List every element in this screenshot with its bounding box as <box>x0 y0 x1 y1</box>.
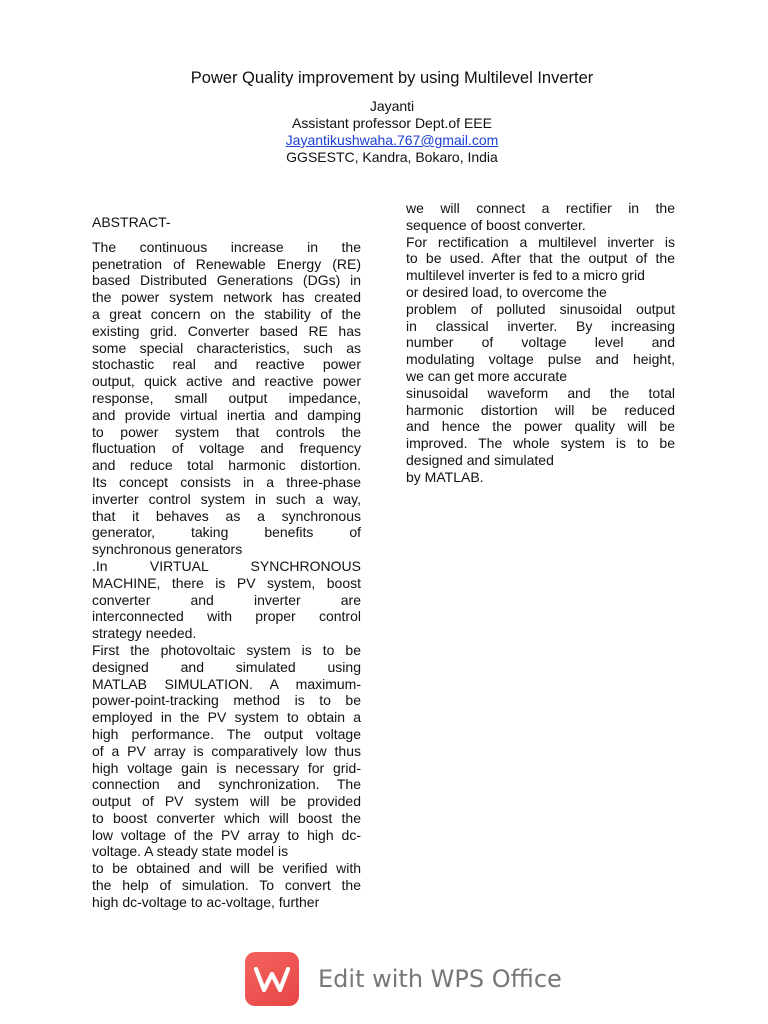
left-column-text-line: MACHINE, there is PV system, boost <box>92 574 361 591</box>
left-column-text-line: the help of simulation. To convert the <box>92 877 361 894</box>
left-column-text-line: strategy needed. <box>92 625 197 642</box>
right-column-text-line: number of voltage level and <box>406 334 675 351</box>
left-column-text-line: penetration of Renewable Energy (RE) <box>92 255 361 272</box>
wps-w-icon[interactable] <box>245 952 299 1006</box>
right-column <box>406 200 675 486</box>
left-column-text-line: and reduce total harmonic distortion. <box>92 457 361 474</box>
right-column-text-line: and hence the power quality will be <box>406 418 675 435</box>
abstract-body-left <box>92 239 361 911</box>
left-column-text-line: interconnected with proper control <box>92 608 361 625</box>
author-block <box>0 98 768 166</box>
right-column-text-line: multilevel inverter is fed to a micro grid <box>406 267 645 284</box>
left-column-text-line: stochastic real and reactive power <box>92 356 361 373</box>
left-column-text-line: the power system network has created <box>92 289 361 306</box>
right-column-text-line: improved. The whole system is to be <box>406 435 675 452</box>
left-column-text-line: employed in the PV system to obtain a <box>92 709 361 726</box>
wps-edit-banner[interactable] <box>245 952 562 1006</box>
right-column-text-line: to be used. After that the output of the <box>406 250 675 267</box>
right-column-text-line: or desired load, to overcome the <box>406 283 607 300</box>
wps-edit-label[interactable]: Edit with WPS Office <box>318 965 562 993</box>
author-name: Jayanti <box>369 98 415 114</box>
left-column-text-line: generator, taking benefits of <box>92 524 361 541</box>
right-column-text-line: harmonic distortion will be reduced <box>406 401 675 418</box>
author-institution: GGSESTC, Kandra, Bokaro, India <box>286 149 498 165</box>
left-column-text-line: First the photovoltaic system is to be <box>92 641 361 658</box>
right-column-text-line: designed and simulated <box>406 451 554 468</box>
left-column-text-line: Its concept consists in a three-phase <box>92 473 361 490</box>
left-column-text-line: output, quick active and reactive power <box>92 373 361 390</box>
left-column-text-line: voltage. A steady state model is <box>92 843 289 860</box>
right-column-text-line: modulating voltage pulse and height, <box>406 351 675 368</box>
right-column-text-line: For rectification a multilevel inverter is <box>406 233 675 250</box>
right-column-text-line: we will connect a rectifier in the <box>406 200 675 216</box>
paper-title: Power Quality improvement by using Multilevel Inverter <box>190 69 594 87</box>
author-email-link[interactable]: Jayantikushwaha.767@gmail.com <box>285 132 499 148</box>
left-column-text-line: high performance. The output voltage <box>92 725 361 742</box>
left-column-text-line: high dc-voltage to ac-voltage, further <box>92 893 320 910</box>
left-column-text-line: existing grid. Converter based RE has <box>92 322 361 339</box>
left-column-text-line: output of PV system will be provided <box>92 793 361 810</box>
right-column-text-line: problem of polluted sinusoidal output <box>406 300 675 317</box>
left-column-text-line: power-point-tracking method is to be <box>92 692 361 709</box>
right-column-text-line: sinusoidal waveform and the total <box>406 384 675 401</box>
left-column-text-line: of a PV array is comparatively low thus <box>92 742 361 759</box>
left-column-text-line: connection and synchronization. The <box>92 776 361 793</box>
left-column-text-line: to be obtained and will be verified with <box>92 860 361 877</box>
left-column-text-line: to power system that controls the <box>92 423 361 440</box>
left-column-text-line: to boost converter which will boost the <box>92 809 361 826</box>
left-column-text-line: inverter control system in such a way, <box>92 490 361 507</box>
left-column-text-line: synchronous generators <box>92 541 243 558</box>
left-column-text-line: The continuous increase in the <box>92 238 361 255</box>
right-column-text-line: we can get more accurate <box>406 367 568 384</box>
left-column-text-line: converter and inverter are <box>92 591 361 608</box>
abstract-heading: ABSTRACT- <box>92 214 171 230</box>
left-column-text-line: that it behaves as a synchronous <box>92 507 361 524</box>
left-column-text-line: high voltage gain is necessary for grid- <box>92 759 361 776</box>
left-column-text-line: designed and simulated using <box>92 658 361 675</box>
author-affiliation: Assistant professor Dept.of EEE <box>292 115 492 131</box>
left-column-text-line: .In VIRTUAL SYNCHRONOUS <box>92 557 361 574</box>
left-column-text-line: a great concern on the stability of the <box>92 305 361 322</box>
left-column-text-line: based Distributed Generations (DGs) in <box>92 272 361 289</box>
left-column <box>92 214 361 911</box>
abstract-body-right <box>406 200 675 486</box>
right-column-text-line: sequence of boost converter. <box>406 216 586 233</box>
left-column-text-line: MATLAB SIMULATION. A maximum- <box>92 675 361 692</box>
left-column-text-line: fluctuation of voltage and frequency <box>92 440 361 457</box>
left-column-text-line: and provide virtual inertia and damping <box>92 406 361 423</box>
left-column-text-line: low voltage of the PV array to high dc- <box>92 826 361 843</box>
left-column-text-line: response, small output impedance, <box>92 389 361 406</box>
left-column-text-line: some special characteristics, such as <box>92 339 361 356</box>
right-column-text-line: by MATLAB. <box>406 468 484 485</box>
right-column-text-line: in classical inverter. By increasing <box>406 317 675 334</box>
